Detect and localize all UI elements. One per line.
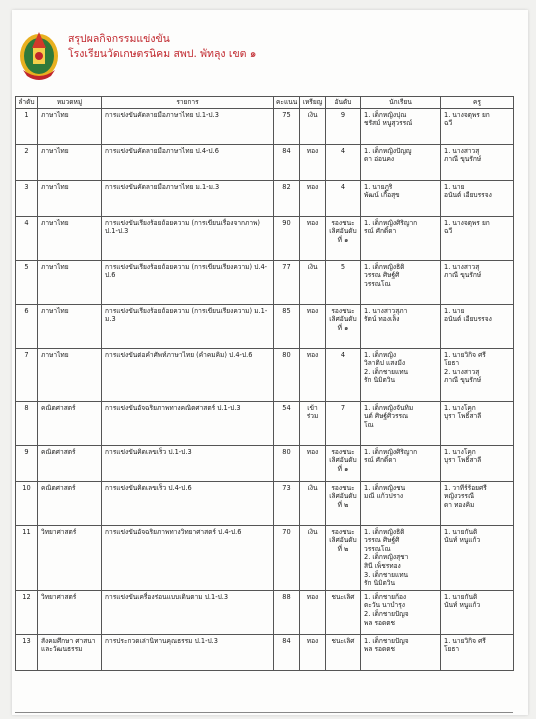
students-line: วรรณ ศิษฐ์ศิ: [364, 536, 400, 545]
teachers-line: บุรา โพธิ์สาลี: [444, 456, 482, 465]
students-line: 3. เด็กชายแทน: [364, 570, 409, 579]
students-line: 1. เด็กหญิงธิติ: [364, 527, 405, 536]
cell-rank: 7: [326, 401, 361, 445]
cell-score: 75: [274, 108, 300, 144]
teachers-line: โยธา: [444, 645, 460, 654]
cell-teachers: [441, 144, 514, 180]
cell-students: [361, 304, 441, 348]
students-line: รัก นิมิตวิน: [364, 579, 395, 588]
teachers-line: 1. นางโคุก: [444, 447, 476, 456]
col-header-medal: เหรียญ: [300, 97, 326, 109]
cell-rank: 4: [326, 348, 361, 401]
cell-teachers: [441, 348, 514, 401]
document-title-line1: สรุปผลกิจกรรมแข่งขัน: [68, 33, 170, 45]
teachers-line: โยธา: [444, 359, 460, 368]
teachers-line: 1. นางโคุก: [444, 403, 476, 412]
table-row: [16, 525, 514, 590]
cell-teachers: [441, 216, 514, 260]
col-header-teachers: ครู: [441, 97, 514, 109]
cell-students: [361, 180, 441, 216]
students-line: พล รอดตช: [364, 645, 396, 654]
cell-students: [361, 216, 441, 260]
students-line: นต์ ศิษฐ์ศิวรรณ: [364, 412, 409, 421]
teachers-line: บุรา โพธิ์สาลี: [444, 412, 482, 421]
teachers-line: 1. นายวิกิจ ศรี: [444, 636, 486, 645]
cell-teachers: [441, 481, 514, 525]
cell-event: การแข่งขันคิดเลขเร็ว ป.4-ป.6: [102, 481, 274, 525]
table-row: [16, 401, 514, 445]
cell-event: การแข่งขันอัจฉริยภาพทางวิทยาศาสตร์ ป.4-ป.6: [102, 525, 274, 590]
cell-category: คณิตศาสตร์: [38, 445, 102, 481]
cell-medal: เงิน: [300, 260, 326, 304]
teachers-line: 1. นางจตุพร ยก: [444, 218, 490, 227]
cell-score: 80: [274, 445, 300, 481]
teachers-line: ดา ทองคิม: [444, 500, 475, 509]
cell-rank: ชนะเลิศ: [326, 590, 361, 634]
school-emblem-icon: [18, 26, 60, 80]
cell-students: [361, 590, 441, 634]
cell-students: [361, 481, 441, 525]
cell-no: 5: [16, 260, 38, 304]
cell-score: 80: [274, 348, 300, 401]
cell-medal: ทอง: [300, 304, 326, 348]
students-line: 1. นายภูริ: [364, 182, 393, 191]
table-row: [16, 216, 514, 260]
students-line: วิลาติป แสงมีง: [364, 359, 406, 368]
cell-event: การแข่งขันเรียงร้อยถ้อยความ (การเขียนเรียงความ) ม.1-ม.3: [102, 304, 274, 348]
cell-score: 77: [274, 260, 300, 304]
table-row: [16, 108, 514, 144]
results-table: [15, 96, 514, 671]
cell-teachers: [441, 180, 514, 216]
students-line: 1. เด็กหญิงศิริญาก: [364, 218, 418, 227]
cell-students: [361, 260, 441, 304]
cell-no: 6: [16, 304, 38, 348]
cell-score: 84: [274, 144, 300, 180]
cell-no: 12: [16, 590, 38, 634]
cell-medal: ทอง: [300, 180, 326, 216]
table-header-row: [16, 97, 514, 109]
students-line: รัตน์ ทองเล็ง: [364, 315, 400, 324]
cell-category: ภาษาไทย: [38, 348, 102, 401]
students-line: โณ: [364, 420, 374, 429]
cell-teachers: [441, 108, 514, 144]
cell-rank: รองชนะ เลิศอันดับ ที่ ๑: [326, 216, 361, 260]
col-header-rank: อันดับ: [326, 97, 361, 109]
cell-event: การแข่งขันเครื่องร่อนแบบเดินตาม ป.1-ป.3: [102, 590, 274, 634]
cell-category: ภาษาไทย: [38, 304, 102, 348]
cell-rank: 9: [326, 108, 361, 144]
cell-medal: ทอง: [300, 144, 326, 180]
col-header-students: นักเรียน: [361, 97, 441, 109]
col-header-no: ลำดับ: [16, 97, 38, 109]
cell-category: ภาษาไทย: [38, 144, 102, 180]
students-line: 2. เด็กหญิงสุชา: [364, 553, 409, 562]
cell-event: การแข่งขันอัจฉริยภาพทางคณิตศาสตร์ ป.1-ป.3: [102, 401, 274, 445]
teachers-line: 1. นายกันติ: [444, 527, 478, 536]
cell-score: 85: [274, 304, 300, 348]
cell-rank: รองชนะ เลิศอันดับ ที่ ๑: [326, 445, 361, 481]
cell-no: 11: [16, 525, 38, 590]
cell-rank: รองชนะ เลิศอันดับ ที่ ๒: [326, 481, 361, 525]
table-row: [16, 260, 514, 304]
cell-category: วิทยาศาสตร์: [38, 590, 102, 634]
cell-event: การแข่งขันคัดลายมือภาษาไทย ม.1-ม.3: [102, 180, 274, 216]
col-header-score: คะแนน: [274, 97, 300, 109]
cell-category: ภาษาไทย: [38, 108, 102, 144]
cell-rank: 5: [326, 260, 361, 304]
teachers-line: 1. นางจตุพร ยก: [444, 110, 490, 119]
students-line: ชรัสม์ หนูสุวรรณ์: [364, 119, 413, 128]
students-line: 1. เด็กหญิงปัญญู: [364, 146, 412, 155]
cell-event: การแข่งขันคัดลายมือภาษาไทย ป.4-ป.6: [102, 144, 274, 180]
table-row: [16, 481, 514, 525]
cell-medal: ทอง: [300, 590, 326, 634]
students-line: สินี เพ็ชรทอง: [364, 561, 401, 570]
teachers-line: 1. นางสาวสุ: [444, 262, 480, 271]
cell-score: 70: [274, 525, 300, 590]
students-line: รณ์ ศักดิ์ดา: [364, 456, 397, 465]
table-row: [16, 445, 514, 481]
cell-students: [361, 634, 441, 670]
cell-teachers: [441, 525, 514, 590]
students-line: วรรณโณ: [364, 279, 391, 288]
cell-medal: เงิน: [300, 525, 326, 590]
cell-rank: 4: [326, 180, 361, 216]
students-line: 2. เด็กชายแทน: [364, 367, 409, 376]
students-line: 1. เด็กหญิงปุณ: [364, 110, 407, 119]
cell-no: 7: [16, 348, 38, 401]
cell-no: 4: [16, 216, 38, 260]
cell-no: 10: [16, 481, 38, 525]
students-line: รณ์ ศักดิ์ดา: [364, 227, 397, 236]
cell-students: [361, 445, 441, 481]
teachers-line: ภาณี ขุนรักษ์: [444, 271, 482, 280]
document-header: [18, 26, 498, 86]
cell-category: สังคมศึกษา ศาสนา และวัฒนธรรม: [38, 634, 102, 670]
teachers-line: อนันต์ เอียบรรจง: [444, 315, 492, 324]
cell-students: [361, 108, 441, 144]
cell-students: [361, 144, 441, 180]
cell-category: ภาษาไทย: [38, 180, 102, 216]
students-line: 1. เด็กชายปัญจ: [364, 636, 409, 645]
cell-medal: ทอง: [300, 634, 326, 670]
cell-score: 73: [274, 481, 300, 525]
cell-teachers: [441, 590, 514, 634]
teachers-line: หญิงวรรณี: [444, 492, 475, 501]
page-bottom-edge: [15, 712, 513, 713]
table-row: [16, 634, 514, 670]
cell-score: 82: [274, 180, 300, 216]
teachers-line: 1. นายกันติ: [444, 592, 478, 601]
students-line: 1. เด็กหญิง: [364, 350, 397, 359]
teachers-line: นันท์ หนูแก้ว: [444, 601, 481, 610]
cell-score: 90: [274, 216, 300, 260]
cell-event: การประกวดเล่านิทานคุณธรรม ป.1-ป.3: [102, 634, 274, 670]
teachers-line: 1. วาทีร์ร้อยศรี: [444, 483, 487, 492]
students-line: 2. เด็กชายปัญจ: [364, 609, 409, 618]
cell-event: การแข่งขันเรียงร้อยถ้อยความ (การเขียนเรียงความ) ป.4-ป.6: [102, 260, 274, 304]
table-row: [16, 304, 514, 348]
cell-medal: ทอง: [300, 216, 326, 260]
students-line: 1. เด็กหญิงชน: [364, 483, 406, 492]
cell-score: 84: [274, 634, 300, 670]
cell-category: คณิตศาสตร์: [38, 401, 102, 445]
students-line: วรรณ ศิษฐ์ศิ: [364, 271, 400, 280]
col-header-event: รายการ: [102, 97, 274, 109]
cell-students: [361, 401, 441, 445]
table-row: [16, 590, 514, 634]
teachers-line: 2. นางสาวสุ: [444, 367, 480, 376]
teachers-line: อนันต์ เอียบรรจง: [444, 191, 492, 200]
cell-no: 3: [16, 180, 38, 216]
cell-rank: รองชนะ เลิศอันดับ ที่ ๒: [326, 525, 361, 590]
cell-medal: ทอง: [300, 348, 326, 401]
teachers-line: ฉวี: [444, 119, 453, 128]
cell-no: 13: [16, 634, 38, 670]
cell-event: การแข่งขันต่อคำศัพท์ภาษาไทย (คำคมคิม) ป.4-ป.6: [102, 348, 274, 401]
teachers-line: 1. นาย: [444, 306, 465, 315]
cell-teachers: [441, 304, 514, 348]
table-row: [16, 180, 514, 216]
students-line: รัก นิมิตวิน: [364, 376, 395, 385]
cell-no: 9: [16, 445, 38, 481]
students-line: 1. เด็กหญิงจันทิม: [364, 403, 414, 412]
cell-teachers: [441, 401, 514, 445]
students-line: ดา อ่อนคง: [364, 155, 395, 164]
cell-medal: เข้า ร่วม: [300, 401, 326, 445]
students-line: พล รอดตช: [364, 618, 396, 627]
cell-rank: ชนะเลิศ: [326, 634, 361, 670]
students-line: 1. เด็กหญิงศิริญาก: [364, 447, 418, 456]
students-line: 1. นางสาวสุภา: [364, 306, 408, 315]
students-line: มณี แก้วปราง: [364, 492, 404, 501]
cell-score: 54: [274, 401, 300, 445]
students-line: วรรณโณ: [364, 544, 391, 553]
cell-category: ภาษาไทย: [38, 216, 102, 260]
students-line: 1. เด็กชายก้อง: [364, 592, 407, 601]
cell-event: การแข่งขันคัดลายมือภาษาไทย ป.1-ป.3: [102, 108, 274, 144]
col-header-category: หมวดหมู่: [38, 97, 102, 109]
cell-category: วิทยาศาสตร์: [38, 525, 102, 590]
cell-event: การแข่งขันคิดเลขเร็ว ป.1-ป.3: [102, 445, 274, 481]
cell-students: [361, 525, 441, 590]
teachers-line: นันท์ หนูแก้ว: [444, 536, 481, 545]
document-title-line2: โรงเรียนวัดเกษตรนิคม สพป. พัทลุง เขต ๑: [68, 48, 257, 60]
students-line: 1. เด็กหญิงธิติ: [364, 262, 405, 271]
cell-no: 2: [16, 144, 38, 180]
students-line: ตะวัน นาบำรุง: [364, 601, 405, 610]
teachers-line: ฉวี: [444, 227, 453, 236]
cell-rank: 4: [326, 144, 361, 180]
cell-event: การแข่งขันเรียงร้อยถ้อยความ (การเขียนเรื่องจากภาพ) ป.1-ป.3: [102, 216, 274, 260]
students-line: พัฒน์ เกื้อสุข: [364, 191, 400, 200]
teachers-line: 1. นางสาวสุ: [444, 146, 480, 155]
cell-medal: เงิน: [300, 481, 326, 525]
teachers-line: ภาณี ขุนรักษ์: [444, 376, 482, 385]
cell-no: 8: [16, 401, 38, 445]
cell-teachers: [441, 260, 514, 304]
table-row: [16, 348, 514, 401]
cell-rank: รองชนะ เลิศอันดับ ที่ ๑: [326, 304, 361, 348]
cell-teachers: [441, 445, 514, 481]
teachers-line: ภาณี ขุนรักษ์: [444, 155, 482, 164]
cell-teachers: [441, 634, 514, 670]
teachers-line: 1. นายวิกิจ ศรี: [444, 350, 486, 359]
cell-no: 1: [16, 108, 38, 144]
cell-category: คณิตศาสตร์: [38, 481, 102, 525]
teachers-line: 1. นาย: [444, 182, 465, 191]
cell-students: [361, 348, 441, 401]
table-row: [16, 144, 514, 180]
cell-category: ภาษาไทย: [38, 260, 102, 304]
cell-medal: ทอง: [300, 445, 326, 481]
cell-score: 88: [274, 590, 300, 634]
cell-medal: เงิน: [300, 108, 326, 144]
